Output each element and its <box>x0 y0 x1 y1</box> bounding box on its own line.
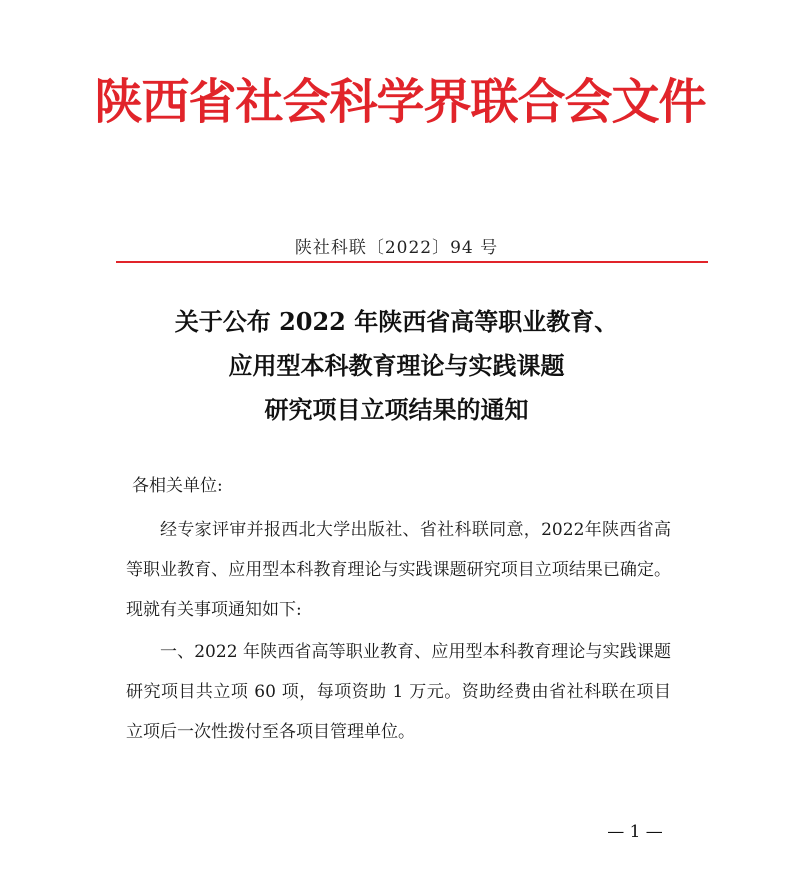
red-divider-line <box>116 261 708 263</box>
body-paragraph-2: 一、2022 年陕西省高等职业教育、应用型本科教育理论与实践课题研究项目共立项 60 项，每项资助 1 万元。资助经费由省社科联在项目立项后一次性拨付至各项目管理单位。 <box>126 642 671 742</box>
document-number: 陕社科联〔2022〕94 号 <box>294 238 499 258</box>
document-masthead-title: 陕西省社会科学界联合会文件 <box>94 74 706 130</box>
notice-title-line-1: 关于公布 2022 年陕西省高等职业教育、 <box>174 307 619 336</box>
notice-title-line-2: 应用型本科教育理论与实践课题 <box>228 351 565 380</box>
body-paragraph-1: 经专家评审并报西北大学出版社、省社科联同意，2022年陕西省高等职业教育、应用型本科教育理论与实践课题研究项目立项结果已确定。现就有关事项通知如下: <box>126 520 671 620</box>
salutation: 各相关单位: <box>132 476 223 496</box>
page-number: — 1 — <box>607 822 663 842</box>
notice-title-line-3: 研究项目立项结果的通知 <box>264 395 529 424</box>
